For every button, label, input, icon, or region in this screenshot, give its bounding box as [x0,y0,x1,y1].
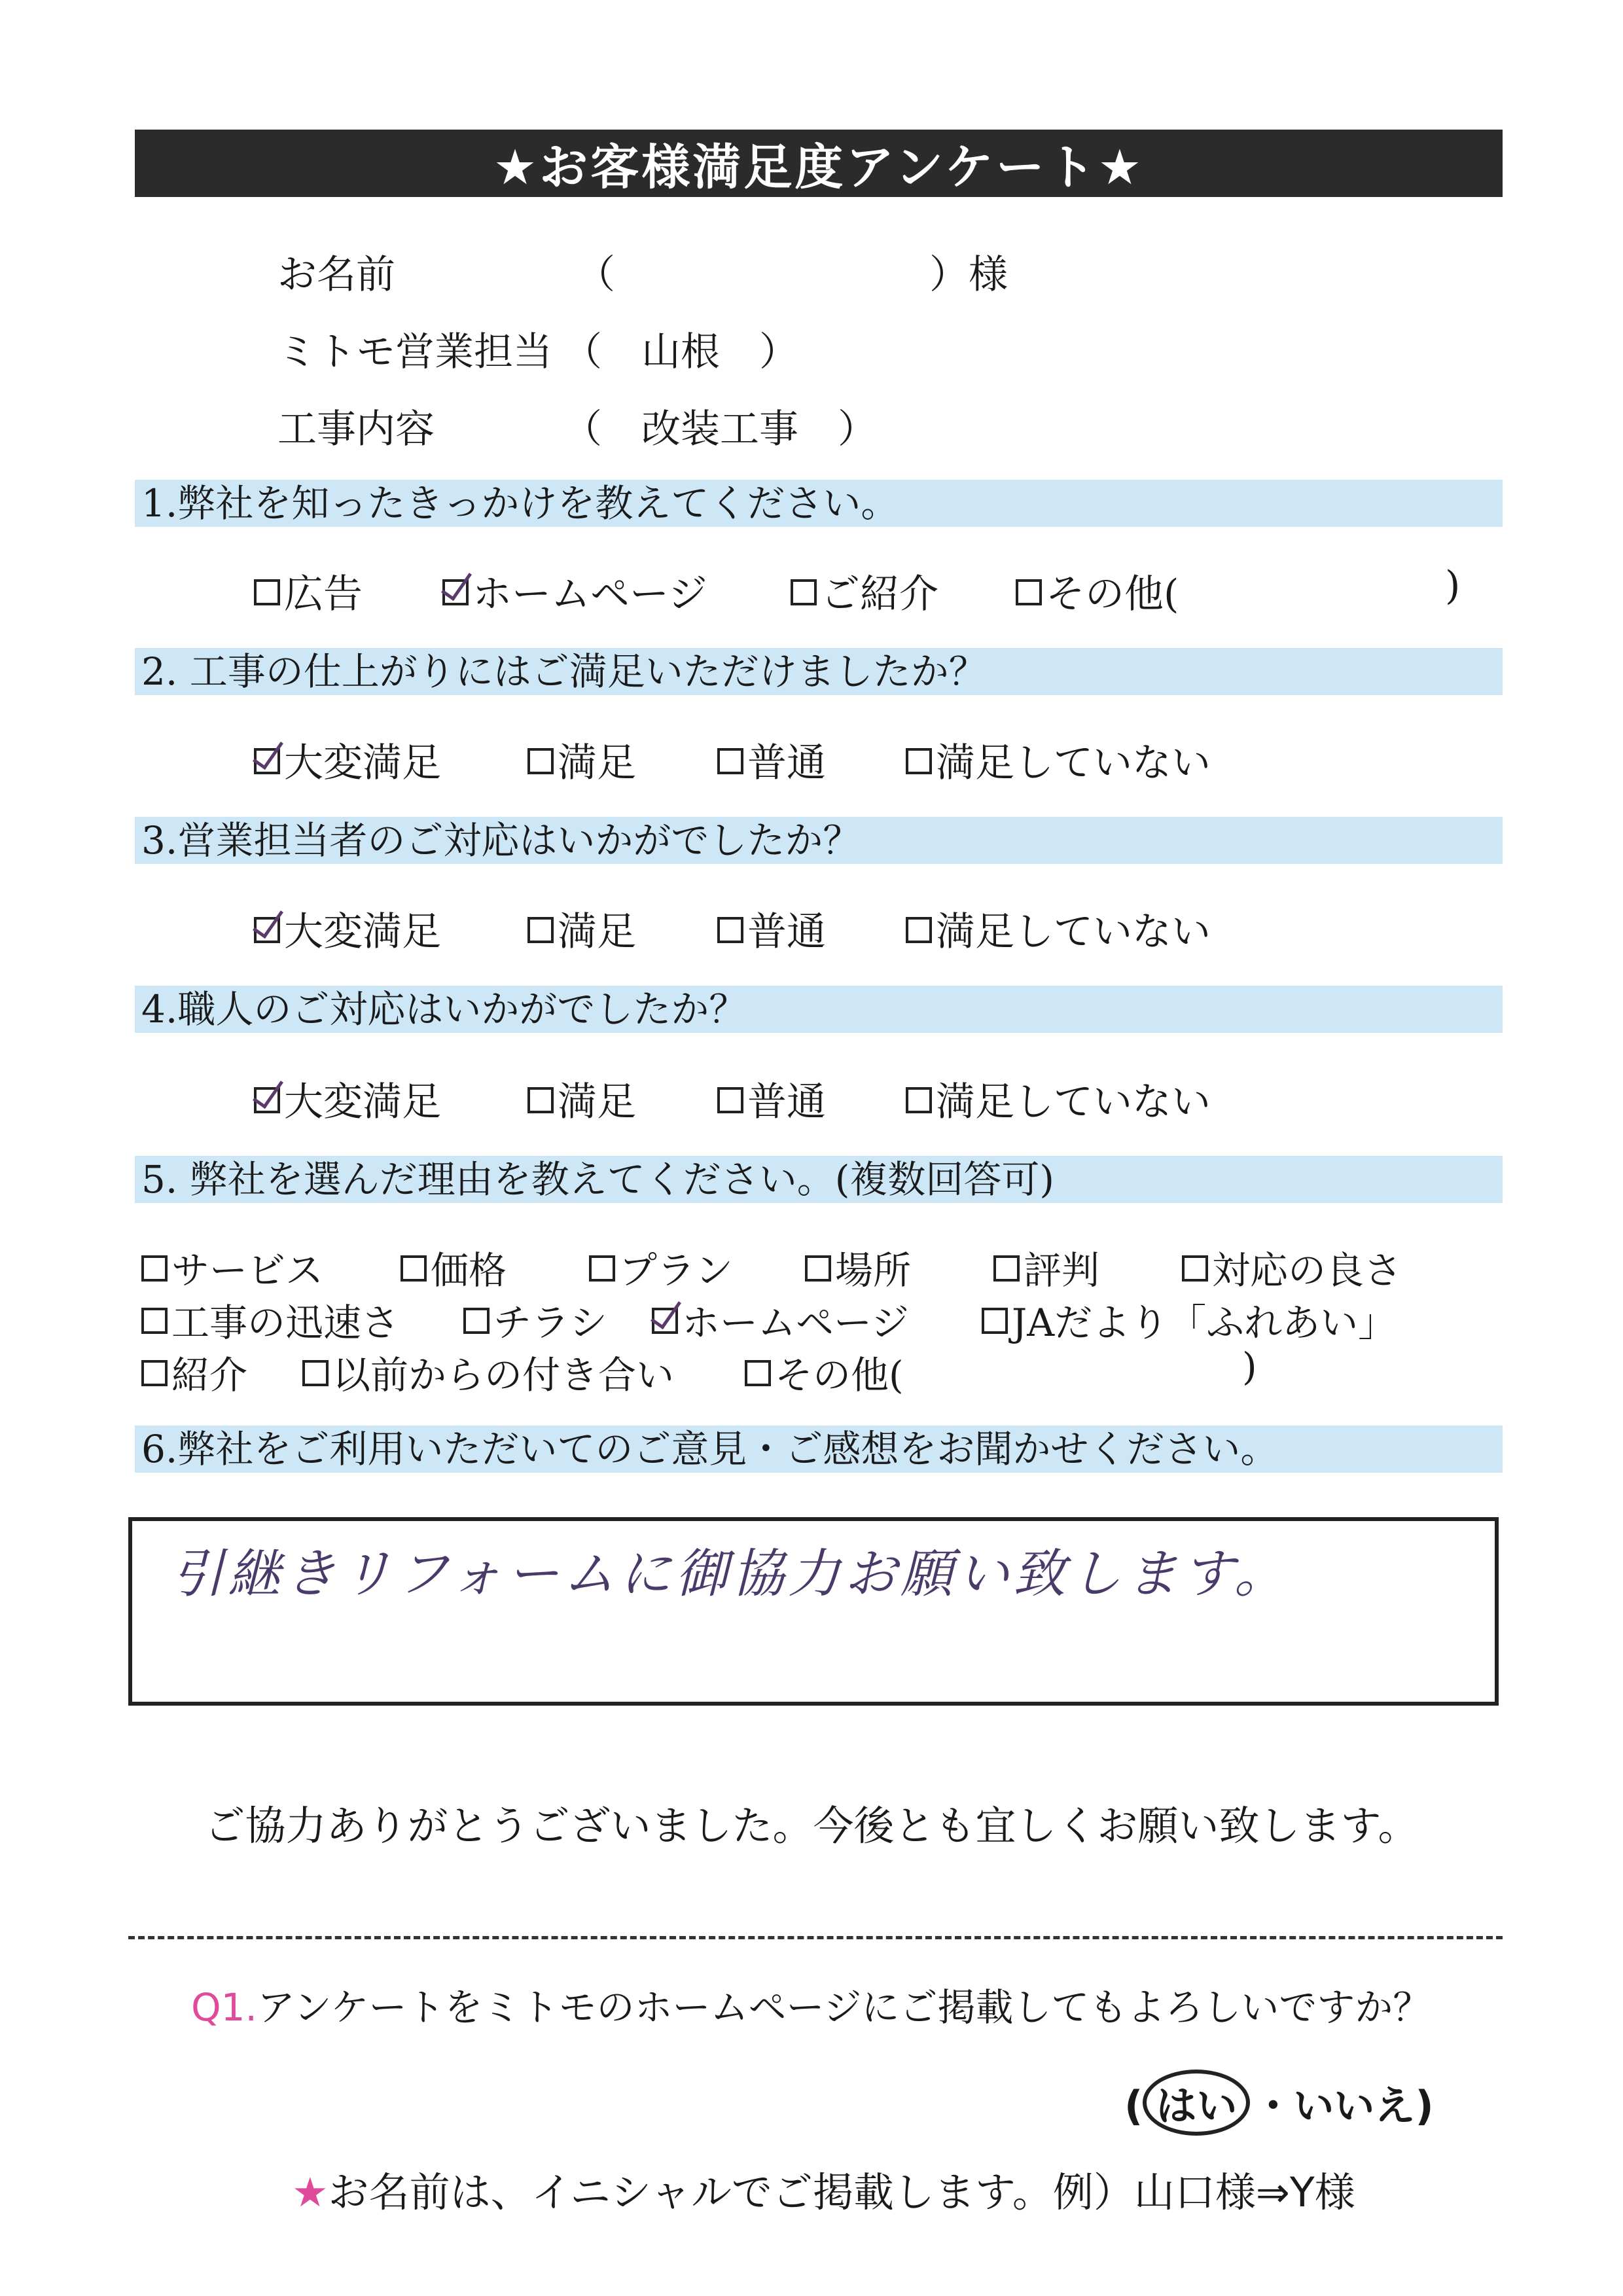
checkbox-icon [141,1308,168,1334]
question-6: 6.弊社をご利用いただいてのご意見・ご感想をお聞かせください。 [135,1426,1503,1473]
rep-label: ミトモ営業担当 [277,329,552,375]
checkbox-icon [906,748,932,774]
q3-option-not-satisfied[interactable]: 満足していない [906,901,1211,957]
checkbox-icon [1016,579,1042,605]
q2-option-satisfied[interactable]: 満足 [527,732,636,788]
checkbox-icon [527,917,554,943]
q1-other-close-paren: ) [1445,563,1461,609]
q5-option-location[interactable]: 場所 [805,1240,911,1295]
checkbox-icon [254,579,280,605]
work-value: （ 改装工事 ） [563,406,877,452]
q5-option-plan[interactable]: プラン [589,1240,733,1295]
checkbox-icon [589,1255,615,1282]
question-3: 3.営業担当者のご対応はいかがでしたか？ [135,817,1503,864]
q5-option-other[interactable]: その他( [745,1344,904,1399]
checkbox-icon [717,748,743,774]
q1-option-homepage[interactable]: ホームページ [442,563,707,619]
checkbox-icon [401,1255,427,1282]
q1-option-other[interactable]: その他( [1016,563,1179,619]
name-close-paren: ）様 [929,252,1008,298]
checkbox-icon [906,1087,932,1113]
publish-question-number: Q1. [191,1985,257,2030]
q5-option-reputation[interactable]: 評判 [993,1240,1099,1295]
q2-option-very-satisfied[interactable]: 大変満足 [254,732,441,788]
q3-option-average[interactable]: 普通 [717,901,826,957]
work-label: 工事内容 [277,406,435,452]
checked-checkbox-icon [442,579,469,605]
question-5: 5. 弊社を選んだ理由を教えてください。(複数回答可) [135,1156,1503,1203]
question-4: 4.職人のご対応はいかがでしたか？ [135,986,1503,1033]
publish-question [191,1977,1431,2032]
q3-option-satisfied[interactable]: 満足 [527,901,636,957]
checkbox-icon [993,1255,1020,1282]
question-1: 1.弊社を知ったきっかけを教えてください。 [135,480,1503,527]
checkbox-icon [717,1087,743,1113]
checkbox-icon [463,1308,490,1334]
q4-option-satisfied[interactable]: 満足 [527,1071,636,1127]
checkbox-icon [302,1360,329,1386]
checked-checkbox-icon [652,1308,678,1334]
checkbox-icon [791,579,817,605]
no-option[interactable]: いいえ [1293,2082,1416,2130]
q5-option-homepage[interactable]: ホームページ [652,1292,909,1347]
q3-option-very-satisfied[interactable]: 大変満足 [254,901,441,957]
star-icon: ★ [292,2168,329,2216]
survey-title: ★お客様満足度アンケート★ [135,130,1503,197]
q5-option-fast-work[interactable]: 工事の迅速さ [141,1292,399,1347]
cut-line [128,1936,1503,1939]
rep-value: （ 山根 ） [563,329,798,375]
name-label: お名前 [277,252,395,298]
checked-checkbox-icon [254,917,280,943]
q5-option-referral[interactable]: 紹介 [141,1344,247,1399]
q4-option-not-satisfied[interactable]: 満足していない [906,1071,1211,1127]
q5-option-price[interactable]: 価格 [401,1240,507,1295]
publish-answer: ( はい ・いいえ) [1124,2070,1434,2136]
q5-option-good-response[interactable]: 対応の良さ [1182,1240,1402,1295]
yes-option[interactable]: はい [1143,2070,1250,2136]
q5-other-close-paren: ) [1242,1344,1257,1389]
question-2: 2. 工事の仕上がりにはご満足いただけましたか？ [135,648,1503,695]
q1-option-ad[interactable]: 広告 [254,563,363,619]
q5-option-flyer[interactable]: チラシ [463,1292,607,1347]
q2-option-average[interactable]: 普通 [717,732,826,788]
q1-option-referral[interactable]: ご紹介 [791,563,938,619]
initials-note: ★お名前は、イニシャルでご掲載します。例）山口様⇒Y様 [292,2168,1355,2216]
checkbox-icon [805,1255,831,1282]
checkbox-icon [527,748,554,774]
q2-option-not-satisfied[interactable]: 満足していない [906,732,1211,788]
checked-checkbox-icon [254,1087,280,1113]
name-open-paren: （ [576,252,615,298]
q4-option-very-satisfied[interactable]: 大変満足 [254,1071,441,1127]
checkbox-icon [1182,1255,1208,1282]
checkbox-icon [527,1087,554,1113]
checkbox-icon [906,917,932,943]
q5-option-ja-newsletter[interactable]: JAだより「ふれあい」 [982,1292,1396,1347]
checked-checkbox-icon [254,748,280,774]
checkbox-icon [141,1360,168,1386]
q5-option-service[interactable]: サービス [141,1240,323,1295]
q5-option-prior-relationship[interactable]: 以前からの付き合い [302,1344,674,1399]
checkbox-icon [745,1360,771,1386]
q4-option-average[interactable]: 普通 [717,1071,826,1127]
checkbox-icon [717,917,743,943]
comment-answer: 引継きリフォームに御協力お願い致します。 [171,1543,1291,1604]
thanks-message: ご協力ありがとうございました。今後とも宜しくお願い致します。 [204,1802,1419,1850]
checkbox-icon [982,1308,1008,1334]
publish-question-text: アンケートをミトモのホームページにご掲載してもよろしいですか？ [257,1985,1431,2030]
checkbox-icon [141,1255,168,1282]
